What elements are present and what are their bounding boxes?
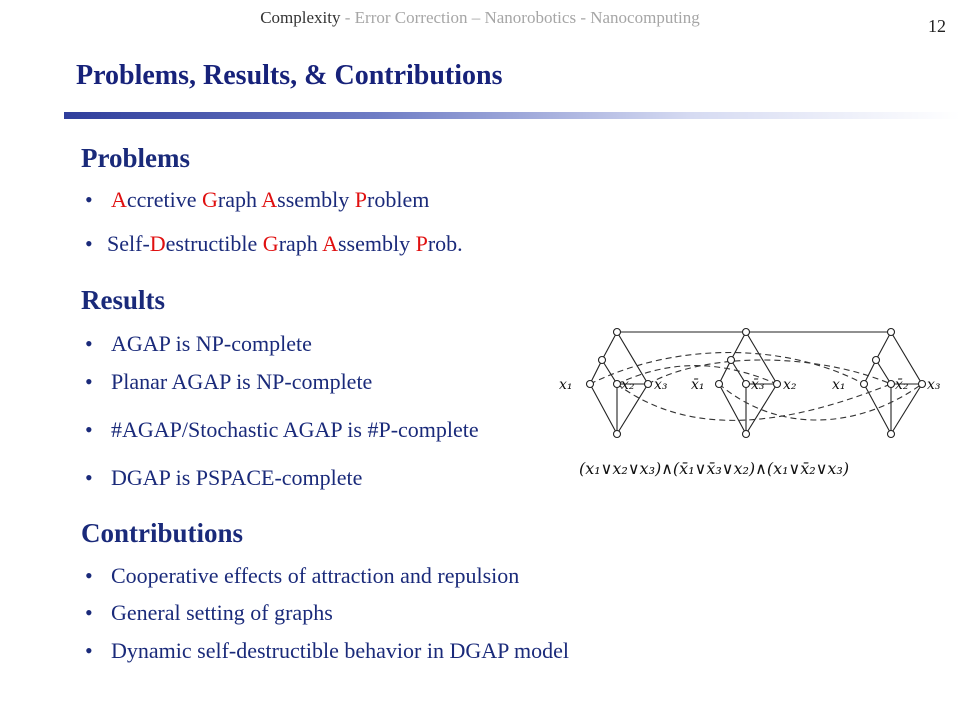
- acronym-letter: A: [322, 231, 338, 256]
- contribution-item-2-text: General setting of graphs: [111, 600, 333, 625]
- text-segment: ccretive: [126, 187, 202, 212]
- text-segment: Self-: [107, 231, 150, 256]
- var-label: x₁: [559, 377, 573, 393]
- text-segment: ssembly: [337, 231, 416, 256]
- text-segment: estructible: [165, 231, 263, 256]
- bullet-dot: •: [85, 187, 93, 212]
- results-heading: Results: [81, 285, 166, 315]
- contribution-item-2: [85, 600, 333, 626]
- bullet-dot: •: [85, 638, 93, 663]
- breadcrumb-active[interactable]: Complexity: [260, 8, 341, 27]
- bullet-dot: •: [85, 369, 93, 394]
- problem-item-2: [85, 231, 463, 257]
- sat-formula: (x₁∨x₂∨x₃)∧(x̄₁∨x̄₃∨x₂)∧(x₁∨x̄₂∨x₃): [579, 459, 850, 478]
- sat-gadget-graph: [555, 322, 945, 482]
- result-item-2: [85, 369, 372, 395]
- title-divider: [64, 112, 960, 119]
- acronym-letter: D: [149, 231, 166, 256]
- bullet-dot: •: [85, 563, 93, 588]
- contribution-item-1: [85, 563, 519, 589]
- var-label: x₃: [927, 377, 941, 393]
- result-item-1-text: AGAP is NP-complete: [111, 331, 312, 356]
- problem-item-1: [85, 187, 429, 213]
- bullet-dot: •: [85, 231, 93, 256]
- var-label: x₂: [783, 377, 797, 393]
- breadcrumb: [0, 8, 960, 28]
- acronym-letter: G: [202, 187, 218, 212]
- text-segment: ssembly: [277, 187, 355, 212]
- acronym-letter: G: [262, 231, 279, 256]
- contribution-item-1-text: Cooperative effects of attraction and repulsion: [111, 563, 520, 588]
- text-segment: rob.: [427, 231, 463, 256]
- result-item-3: [85, 417, 479, 443]
- var-label: x₁: [832, 377, 846, 393]
- bullet-dot: •: [85, 465, 93, 490]
- acronym-letter: A: [111, 187, 127, 212]
- var-label: x̄₂: [895, 377, 909, 393]
- problem-item-1-text: [111, 187, 429, 212]
- breadcrumb-rest[interactable]: - Error Correction – Nanorobotics - Nanocomputing: [340, 8, 700, 27]
- page-number: 12: [928, 16, 946, 36]
- problem-item-2-text: [107, 231, 463, 256]
- contribution-item-3: [85, 638, 569, 664]
- result-item-4: [85, 465, 362, 491]
- var-label: x₃: [654, 377, 668, 393]
- result-item-2-text: Planar AGAP is NP-complete: [111, 369, 373, 394]
- text-segment: raph: [217, 187, 262, 212]
- var-label: x̄₃: [751, 377, 765, 393]
- problems-heading: Problems: [81, 143, 190, 173]
- var-label: x₂: [621, 377, 635, 393]
- acronym-letter: A: [261, 187, 278, 212]
- result-item-1: [85, 331, 312, 357]
- acronym-letter: P: [415, 231, 428, 256]
- contribution-item-3-text: Dynamic self-destructible behavior in DGAP model: [111, 638, 570, 663]
- result-item-4-text: DGAP is PSPACE-complete: [111, 465, 363, 490]
- slide-title: Problems, Results, & Contributions: [76, 60, 503, 91]
- bullet-dot: •: [85, 600, 93, 625]
- var-label: x̄₁: [691, 377, 705, 393]
- contributions-heading: Contributions: [81, 518, 244, 548]
- text-segment: roblem: [367, 187, 430, 212]
- bullet-dot: •: [85, 417, 93, 442]
- bullet-dot: •: [85, 331, 93, 356]
- text-segment: raph: [278, 231, 323, 256]
- acronym-letter: P: [354, 187, 368, 212]
- result-item-3-text: #AGAP/Stochastic AGAP is #P-complete: [111, 417, 479, 442]
